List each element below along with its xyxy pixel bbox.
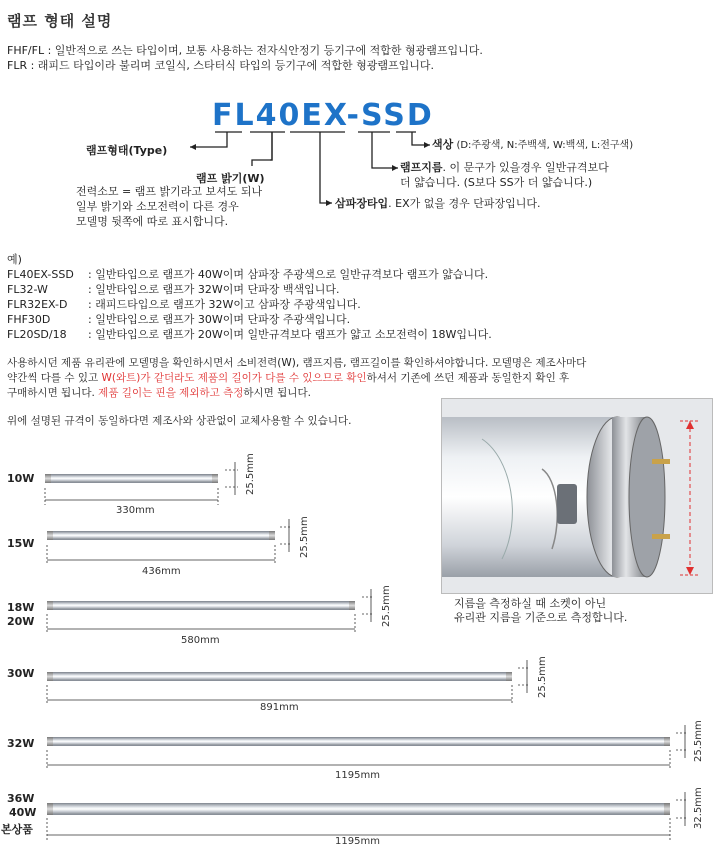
examples-heading: 예)	[7, 253, 22, 266]
notice-highlight-1: W(와트)가 같더라도 제품의 길이가 다를 수 있으므로 확인	[101, 372, 367, 384]
notice-line-2-post: 하셔서 기존에 쓰던 제품과 동일한지 확인 후	[366, 372, 570, 384]
example-desc-2: : 일반타입으로 램프가 32W이며 단파장 백색입니다.	[88, 283, 340, 296]
compat-note: 위에 설명된 규격이 동일하다면 제조사와 상관없이 교체사용할 수 있습니다.	[7, 415, 352, 427]
lamp-20w-length: 580mm	[181, 635, 220, 646]
photo-caption-2: 유리관 지름을 기준으로 측정합니다.	[454, 611, 628, 624]
phosphor-desc: . EX가 없을 경우 단파장입니다.	[388, 197, 541, 210]
lamp-10w-tube	[45, 474, 218, 483]
lamp-40w-tube	[47, 803, 670, 815]
lamp-10w-label: 10W	[7, 472, 35, 485]
lamp-40w-length: 1195mm	[335, 836, 380, 847]
lamp-10w-diameter: 25.5mm	[245, 453, 256, 495]
lamp-30w-tube	[47, 672, 512, 681]
notice-highlight-2: 제품 길이는 핀을 제외하고 측정	[98, 387, 244, 399]
lamp-40w-label: 40W	[9, 806, 37, 819]
example-desc-5: : 일반타입으로 램프가 20W이며 일반규격보다 램프가 얇고 소모전력이 18W입니다.	[88, 328, 492, 341]
example-desc-1: : 일반타입으로 램프가 40W이며 삼파장 주광색으로 일반규격보다 램프가 얇습니다.	[88, 268, 489, 281]
lamp-36w-label: 36W	[7, 792, 35, 805]
example-desc-3: : 래피드타입으로 램프가 32W이고 삼파장 주광색입니다.	[88, 298, 361, 311]
diameter-label: 램프지름	[400, 161, 443, 174]
lamp-30w-label: 30W	[7, 667, 35, 680]
notice-line-1: 사용하시던 제품 유리관에 모델명을 확인하시면서 소비전력(W), 램프지름, 램프길이를 확인하셔야합니다. 모델명은 제조사마다	[7, 357, 587, 369]
this-product-label: 본상품	[1, 823, 33, 836]
lamp-10w-length: 330mm	[116, 505, 155, 516]
lamp-15w-diameter: 25.5mm	[299, 516, 310, 558]
brightness-desc-1: 전력소모 = 램프 밝기라고 보셔도 되나	[76, 185, 263, 198]
lamp-15w-tube	[47, 531, 275, 540]
lamp-40w-diameter: 32.5mm	[693, 787, 704, 829]
example-code-3: FLR32EX-D	[7, 298, 68, 311]
notice-line-3-post: 하시면 됩니다.	[243, 387, 311, 399]
color-desc: (D:주광색, N:주백색, W:백색, L:전구색)	[453, 140, 634, 151]
notice-line-2-pre: 약간씩 다를 수 있고	[7, 372, 102, 384]
brightness-desc-3: 모델명 뒷쪽에 따로 표시합니다.	[76, 215, 229, 228]
callout-lamp-type: 램프형태(Type)	[86, 144, 168, 157]
diameter-desc: . 이 문구가 있을경우 일반규격보다	[442, 161, 609, 174]
lamp-32w-length: 1195mm	[335, 770, 380, 781]
page-title: 램프 형태 설명	[7, 12, 113, 30]
lamp-15w-length: 436mm	[142, 566, 181, 577]
example-code-5: FL20SD/18	[7, 328, 67, 341]
model-code: FL40EX-SSD	[212, 98, 434, 133]
intro-fhf: FHF/FL : 일반적으로 쓰는 타입이며, 보통 사용하는 전자식안정기 등기구에 적합한 형광램프입니다.	[7, 44, 483, 57]
brightness-desc-2: 일부 밝기와 소모전력이 다른 경우	[76, 200, 239, 213]
example-code-4: FHF30D	[7, 313, 51, 326]
lamp-30w-length: 891mm	[260, 702, 299, 713]
lamp-32w-tube	[47, 737, 670, 746]
lamp-18w-label: 18W	[7, 601, 35, 614]
example-code-2: FL32-W	[7, 283, 48, 296]
lamp-20w-label: 20W	[7, 615, 35, 628]
lamp-30w-diameter: 25.5mm	[537, 656, 548, 698]
callout-brightness: 램프 밝기(W)	[196, 172, 265, 185]
intro-flr: FLR : 래피드 타입이라 불리며 코일식, 스타터식 타입의 등기구에 적합한 형광램프입니다.	[7, 59, 435, 72]
photo-caption-1: 지름을 측정하실 때 소켓이 아닌	[454, 597, 607, 610]
color-label: 색상	[432, 138, 454, 151]
lamp-15w-label: 15W	[7, 537, 35, 550]
example-desc-4: : 일반타입으로 램프가 30W이며 단파장 주광색입니다.	[88, 313, 351, 326]
example-code-1: FL40EX-SSD	[7, 268, 74, 281]
diameter-desc-2: 더 얇습니다. (S보다 SS가 더 얇습니다.)	[400, 176, 593, 189]
lamp-20w-diameter: 25.5mm	[381, 585, 392, 627]
lamp-32w-label: 32W	[7, 737, 35, 750]
notice-line-3-pre: 구매하시면 됩니다.	[7, 387, 99, 399]
lamp-20w-tube	[47, 601, 355, 610]
phosphor-label: 삼파장타입	[335, 197, 389, 210]
lamp-32w-diameter: 25.5mm	[693, 720, 704, 762]
